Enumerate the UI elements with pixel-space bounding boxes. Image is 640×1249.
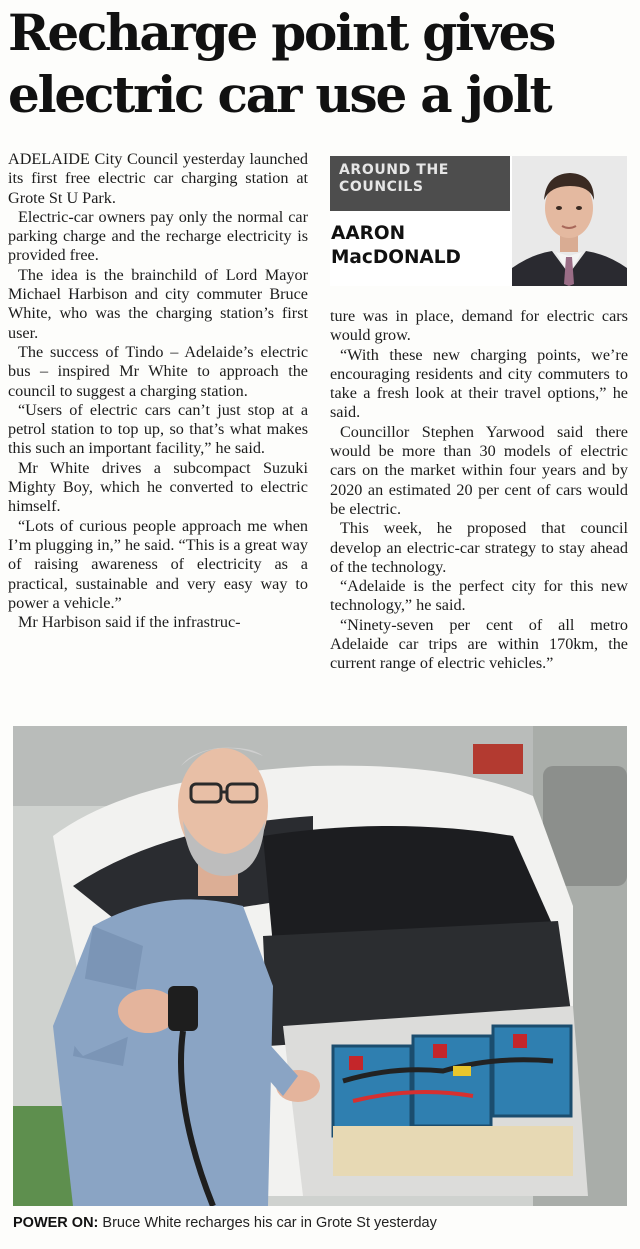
photo-caption [13, 1213, 627, 1233]
paragraph: ture was in place, demand for electric cars would grow. [330, 307, 628, 345]
paragraph: The success of Tindo – Adelaide’s electric bus – inspired Mr White to approach the council to suggest a charging station. [8, 342, 308, 400]
paragraph: This week, he proposed that council develop an electric-car strategy to stay ahead of the technology. [330, 519, 628, 576]
section-label [330, 156, 510, 211]
columnist-first-name: AARON [331, 223, 406, 244]
section-label-line-1: AROUND THE [339, 162, 449, 178]
columnist-box [330, 156, 627, 286]
article-column-left [8, 150, 308, 632]
paragraph: “Users of electric cars can’t just stop at a petrol station to top up, so that’s what makes this such an important facility,” he said. [8, 400, 308, 458]
paragraph: “With these new charging points, we’re encouraging residents and city commuters to take a fresh look at their travel options,” he said. [330, 345, 628, 422]
caption-label: POWER ON: [13, 1215, 99, 1231]
paragraph: Electric-car owners pay only the normal car parking charge and the recharge electricity is provided free. [8, 207, 308, 265]
paragraph: Mr Harbison said if the infrastruc- [18, 613, 241, 632]
columnist-portrait [512, 156, 627, 286]
paragraph: “Ninety-seven per cent of all metro Adelaide car trips are within 170km, the current range of electric vehicles.” [330, 615, 628, 673]
paragraph: “Lots of curious people approach me when I’m plugging in,” he said. “This is a great way of raising awareness of electricity as a practical, sustainable and very easy way to power a vehicle.” [8, 516, 308, 612]
paragraph: The idea is the brainchild of Lord Mayor Michael Harbison and city commuter Bruce White, who was the charging station’s first user. [8, 265, 308, 342]
headline-line-2: electric car use a jolt [8, 65, 551, 124]
article-column-right [330, 307, 628, 674]
columnist-last-name: MacDONALD [331, 247, 461, 268]
section-label-line-2: COUNCILS [339, 179, 424, 195]
article-photo [13, 726, 627, 1206]
caption-text: Bruce White recharges his car in Grote St yesterday [98, 1215, 437, 1231]
headline-line-1: Recharge point gives [8, 3, 555, 62]
paragraph: Mr White drives a subcompact Suzuki Mighty Boy, which he converted to electric himself. [8, 458, 308, 516]
columnist-name [331, 222, 511, 270]
paragraph: ADELAIDE City Council yesterday launched its first free electric car charging station at Grote St U Park. [8, 150, 308, 207]
paragraph: “Adelaide is the perfect city for this new technology,” he said. [330, 577, 628, 615]
headline [8, 2, 632, 126]
paragraph: Councillor Stephen Yarwood said there would be more than 30 models of electric cars on the market within four years and by 2020 an estimated 20 per cent of cars would be electric. [330, 422, 628, 518]
